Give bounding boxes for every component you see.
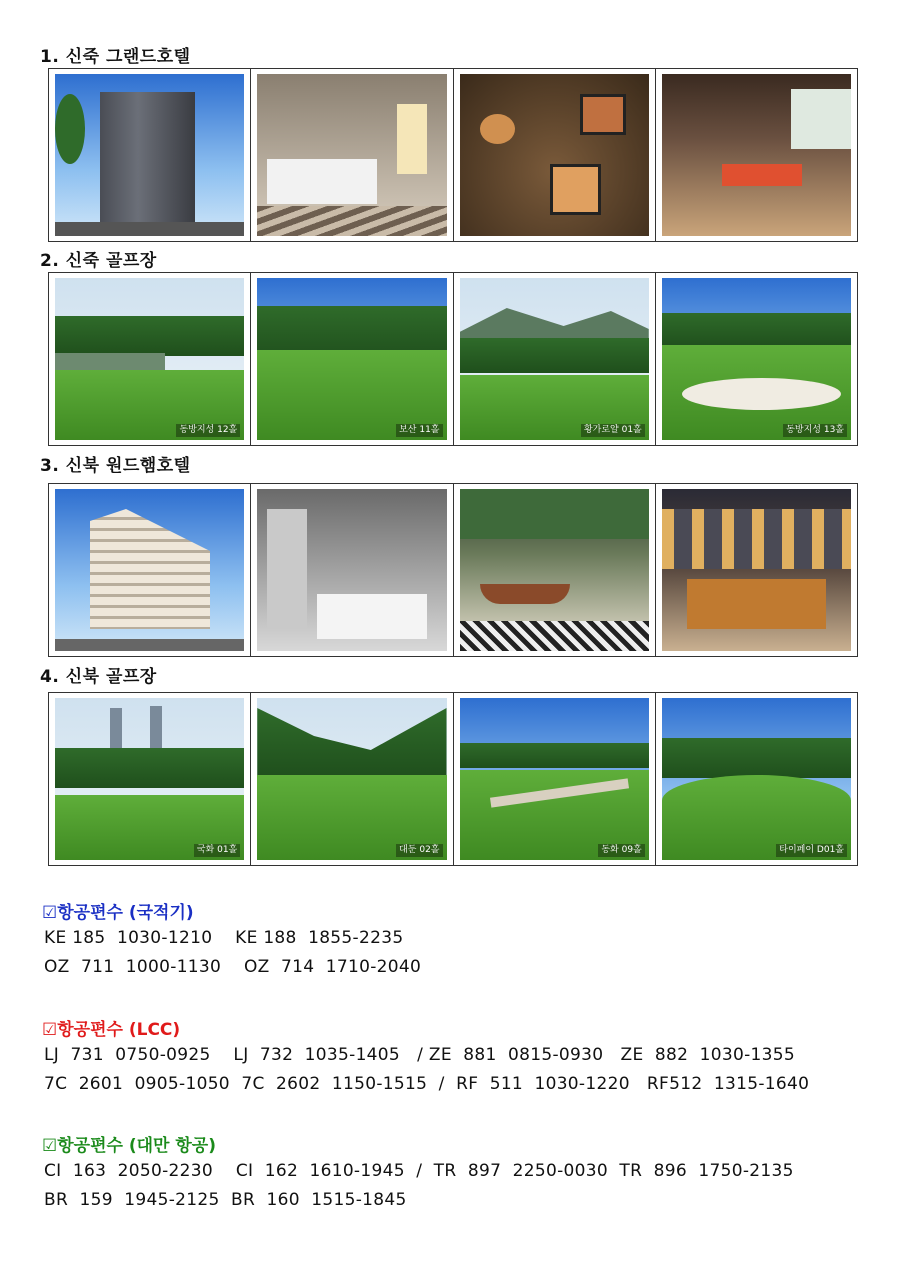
flight-heading-lcc: ☑항공편수 (LCC) xyxy=(42,1020,181,1040)
photo-cell xyxy=(49,484,251,656)
floor-shape xyxy=(460,621,649,651)
balconies-shape xyxy=(662,509,851,569)
hotel-room-photo xyxy=(257,74,446,236)
photo-cell xyxy=(454,69,656,241)
tower-shape xyxy=(150,706,162,748)
section-title-1: 1. 신죽 그랜드호텔 xyxy=(40,47,191,67)
photo-cell xyxy=(251,693,453,865)
photo-caption: 대둔 02홀 xyxy=(396,844,442,857)
photo-grid-4 xyxy=(48,692,858,866)
golf-course-photo xyxy=(257,278,446,440)
window-shape xyxy=(791,89,851,149)
golf-course-photo xyxy=(662,698,851,860)
photo-caption: 보산 11홀 xyxy=(396,424,442,437)
treeline-shape xyxy=(55,748,244,788)
photo-grid-1 xyxy=(48,68,858,242)
dish-shape xyxy=(480,114,515,144)
treeline-shape xyxy=(55,316,244,356)
treeline-shape xyxy=(460,743,649,768)
plants-shape xyxy=(460,489,649,539)
flight-line: 7C 2601 0905-1050 7C 2602 1150-1515 / RF 511 1030-1220 RF512 1315-1640 xyxy=(44,1074,810,1094)
photo-cell xyxy=(656,693,857,865)
photo-cell xyxy=(454,693,656,865)
photo-cell xyxy=(251,484,453,656)
flight-line: KE 185 1030-1210 KE 188 1855-2235 xyxy=(44,928,404,948)
flight-line: LJ 731 0750-0925 LJ 732 1035-1405 / ZE 881 0815-0930 ZE 882 1030-1355 xyxy=(44,1045,796,1065)
window-shape xyxy=(397,104,427,174)
golf-course-photo xyxy=(55,698,244,860)
bunker-shape xyxy=(682,378,841,410)
flight-line: OZ 711 1000-1130 OZ 714 1710-2040 xyxy=(44,957,422,977)
restaurant-photo xyxy=(662,74,851,236)
golf-course-photo xyxy=(460,278,649,440)
photo-cell xyxy=(251,273,453,445)
tree-shape xyxy=(55,94,85,164)
golf-course-photo xyxy=(55,278,244,440)
photo-caption: 동화 09홀 xyxy=(598,844,644,857)
restaurant-photo xyxy=(460,489,649,651)
shower-shape xyxy=(267,509,307,629)
tower-shape xyxy=(110,708,122,748)
photo-caption: 황가로얄 01홀 xyxy=(581,424,645,437)
photo-grid-2 xyxy=(48,272,858,446)
buffet-photo xyxy=(460,74,649,236)
photo-cell xyxy=(49,273,251,445)
golf-course-photo xyxy=(662,278,851,440)
hotel-lobby-photo xyxy=(662,489,851,651)
photo-caption: 국화 01홀 xyxy=(194,844,240,857)
street-shape xyxy=(55,222,244,236)
photo-cell xyxy=(656,484,857,656)
street-shape xyxy=(55,639,244,651)
treeline-shape xyxy=(257,708,446,778)
dish-shape xyxy=(550,164,601,215)
photo-grid-3 xyxy=(48,483,858,657)
photo-caption: 타이페이 D01홀 xyxy=(776,844,847,857)
dish-shape xyxy=(580,94,626,135)
golf-course-photo xyxy=(460,698,649,860)
photo-cell xyxy=(454,484,656,656)
treeline-shape xyxy=(460,338,649,373)
treeline-shape xyxy=(662,738,851,778)
entrance-shape xyxy=(687,579,826,629)
carpet-shape xyxy=(257,206,446,236)
building-shape xyxy=(90,509,210,629)
section-title-4: 4. 신북 골프장 xyxy=(40,667,157,687)
photo-cell xyxy=(656,69,857,241)
treeline-shape xyxy=(662,313,851,348)
section-title-3: 3. 신북 원드햄호텔 xyxy=(40,456,191,476)
photo-cell xyxy=(454,273,656,445)
section-title-2: 2. 신죽 골프장 xyxy=(40,251,157,271)
photo-caption: 동방지성 12홀 xyxy=(176,424,240,437)
golf-course-photo xyxy=(257,698,446,860)
bed-shape xyxy=(267,159,377,204)
photo-cell xyxy=(656,273,857,445)
table-shape xyxy=(722,164,802,186)
photo-caption: 동방지성 13홀 xyxy=(783,424,847,437)
photo-cell xyxy=(251,69,453,241)
flight-line: BR 159 1945-2125 BR 160 1515-1845 xyxy=(44,1190,407,1210)
flight-heading-taiwan: ☑항공편수 (대만 항공) xyxy=(42,1136,216,1156)
flight-line: CI 163 2050-2230 CI 162 1610-1945 / TR 897 2250-0030 TR 896 1750-2135 xyxy=(44,1161,794,1181)
building-shape xyxy=(100,92,195,232)
hotel-exterior-photo xyxy=(55,74,244,236)
hotel-exterior-photo xyxy=(55,489,244,651)
boat-shape xyxy=(480,584,570,604)
photo-cell xyxy=(49,693,251,865)
flight-heading-national: ☑항공편수 (국적기) xyxy=(42,903,194,923)
bed-shape xyxy=(317,594,427,639)
photo-cell xyxy=(49,69,251,241)
hotel-room-photo xyxy=(257,489,446,651)
